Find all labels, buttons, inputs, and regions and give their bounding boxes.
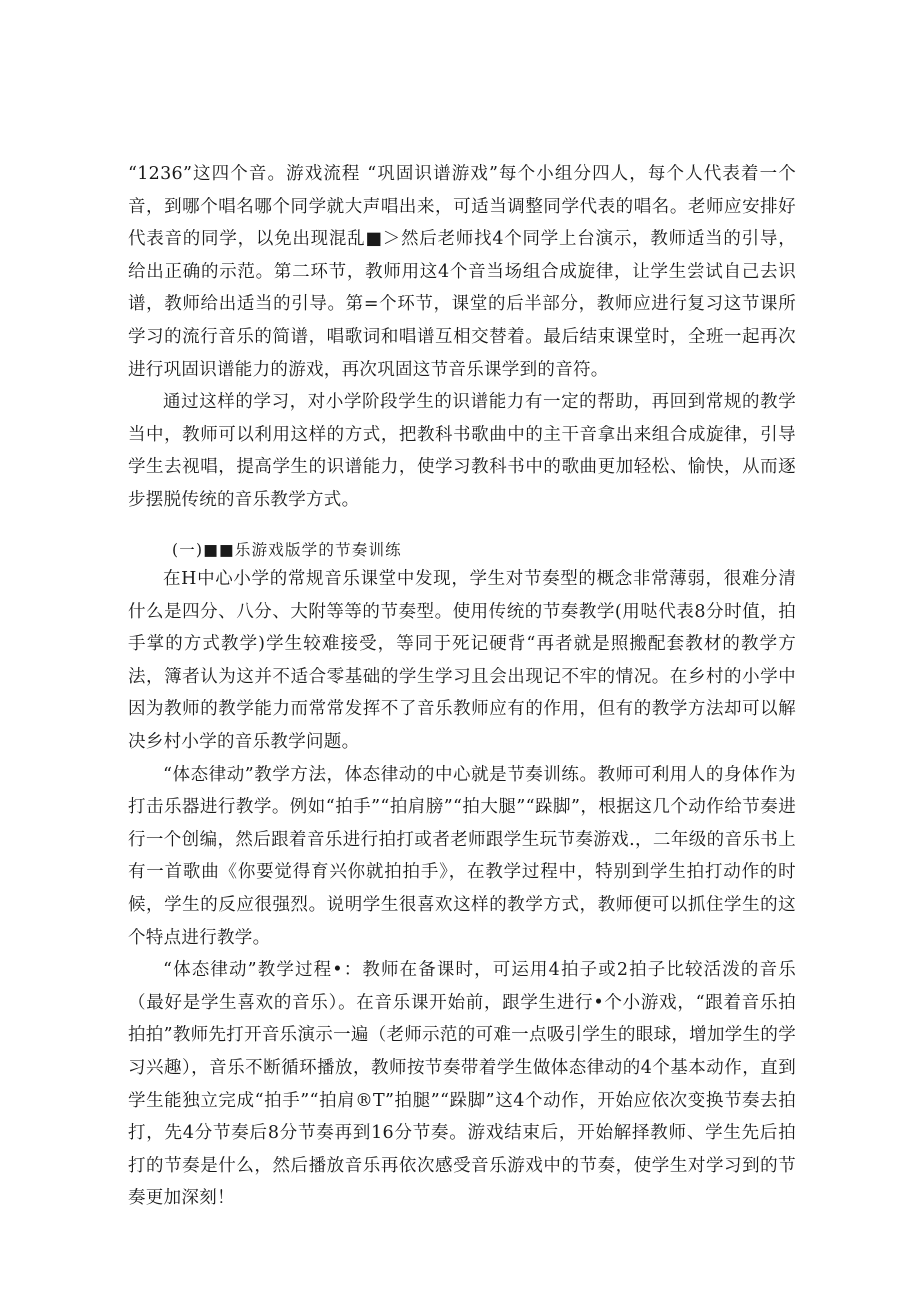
paragraph-body-rhythm-method: “体态律动”教学方法，体态律动的中心就是节奏训练。教师可利用人的身体作为打击乐器进行教学。例如“拍手”“拍肩膀”“拍大腿”“跺脚”，根据这几个动作给节奏进行一个创编，然后跟着音乐进行拍打或者老师跟学生玩节奏游戏.，二年级的音乐书上有一首歌曲《你要觉得育兴你就拍拍手》，在教学过程中，特别到学生拍打动作的时候，学生的反应很强烈。说明学生很喜欢这样的教学方式，教师便可以抓住学生的这个特点进行教学。 (128, 764, 796, 948)
paragraph-rhythm-problem: 在H中心小学的常规音乐课堂中发现，学生对节奏型的概念非常薄弱，很难分清什么是四分、八分、大附等等的节奏型。使用传统的节奏教学(用哒代表8分时值，拍手掌的方式教学)学生较难接受，等同于死记硬背“再者就是照搬配套教材的教学方法，簿者认为这并不适合零基础的学生学习且会出现记不牢的情况。在乡村的小学中因为教师的教学能力而常常发挥不了音乐教师应有的作用，但有的教学方法却可以解决乡村小学的音乐教学问题。 (128, 569, 796, 752)
section-two-text (128, 563, 796, 1215)
section-heading: (一)■■乐游戏版学的节奏训练 (172, 541, 402, 559)
paragraph-body-rhythm-process: “体态律动”教学过程•：教师在备课时，可运用4拍子或2拍子比较活泼的音乐（最好是学生喜欢的音乐）。在音乐课开始前，跟学生进行•个小游戏，“跟着音乐拍拍拍”教师先打开音乐演示一遍（老师示范的可难一点吸引学生的眼球，增加学生的学习兴趣），音乐不断循环播放，教师按节奏带着学生做体态律动的4个基本动作，直到学生能独立完成“拍手”“拍肩®T”拍腿”“跺脚”这4个动作，开始应依次变换节奏去拍打，先4分节奏后8分节奏再到16分节奏。游戏结束后，开始解择教师、学生先后拍打的节奏是什么，然后播放音乐再依次感受音乐游戏中的节奏，使学生对学习到的节奏更加深刻！ (128, 960, 796, 1209)
section-one-text (128, 158, 796, 517)
paragraph-learning-benefit: 通过这样的学习，对小学阶段学生的识谱能力有一定的帮助，再回到常规的教学当中，教师可以利用这样的方式，把教科书歌曲中的主干音拿出来组合成旋律，引导学生去视唱，提高学生的识谱能力，使学习教科书中的歌曲更加轻松、愉快，从而逐步摆脱传统的音乐教学方式。 (128, 392, 796, 510)
paragraph-game-flow: “1236”这四个音。游戏流程 “巩固识谱游戏”每个小组分四人，每个人代表着一个音，到哪个唱名哪个同学就大声唱出来，可适当调整同学代表的唱名。老师应安排好代表音的同学，以免出现混乱■＞然后老师找4个同学上台演示，教师适当的引导，给出正确的示范。第二环节，教师用这4个音当场组合成旋律，让学生尝试自己去识谱，教师给出适当的引导。第=个环节，课堂的后半部分，教师应进行复习这节课所学习的流行音乐的简谱，唱歌词和唱谱互相交替着。最后结束课堂时，全班一起再次进行巩固识谱能力的游戏，再次巩固这节音乐课学到的音符。 (128, 164, 796, 380)
